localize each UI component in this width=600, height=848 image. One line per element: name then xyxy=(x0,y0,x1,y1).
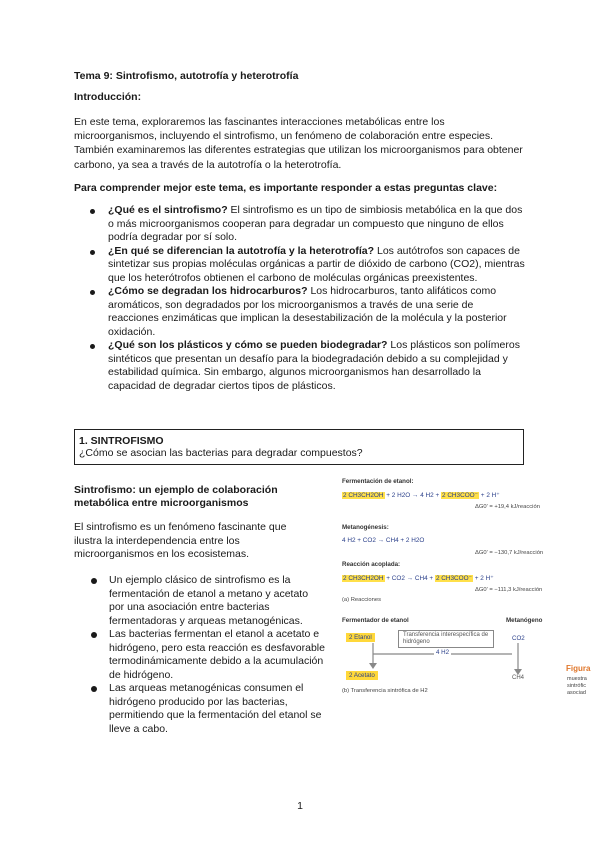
methanogenesis-label: Metanogénesis: xyxy=(342,524,389,531)
ethanol-box: 2 Etanol xyxy=(346,633,375,642)
subsection-heading: Sintrofismo: un ejemplo de colaboración metabólica entre microorganismos xyxy=(74,484,278,509)
section-subtitle: ¿Cómo se asocian las bacterias para degradar compuestos? xyxy=(79,447,363,459)
ch4-label: CH4 xyxy=(512,675,525,681)
intro-paragraph: En este tema, exploraremos las fascinantes interacciones metabólicas entre los microorganismos, incluyendo el sintrofismo, un fenómeno de colaboración entre especies. También examinaremos las diferentes estrategias que utilizan los microorganismos para obtener carbono, ya sea a través de la autotrofía o la heterotrofía. xyxy=(74,116,523,171)
question-text: ¿Cómo se degradan los hidrocarburos? xyxy=(108,285,308,297)
question-text: ¿Qué es el sintrofismo? xyxy=(108,204,228,216)
answer-text: El sintrofismo es un tipo de simbiosis metabólica en la que dos o más microorganismos cooperan para degradar un compuesto que ninguno de ellos podría degradar por sí solo. xyxy=(108,204,523,243)
figure-title-fragment: Figura xyxy=(566,664,591,673)
hydrogen-transfer-box: Transferencia interespecífica de hidrógeno xyxy=(398,630,494,648)
bullet-icon xyxy=(90,250,95,255)
question-item xyxy=(88,285,526,339)
question-item xyxy=(88,245,526,286)
subsection-paragraph: El sintrofismo es un fenómeno fascinante que ilustra la interdependencia entre los microorganismos en los ecosistemas. xyxy=(74,521,287,560)
list-item xyxy=(90,574,325,628)
document-title: Tema 9: Sintrofismo, autotrofía y heterotrofía xyxy=(74,70,299,82)
hydrogen-label: 4 H2 xyxy=(436,649,450,656)
ethanol-highlight: 2 CH3CH2OH xyxy=(343,492,384,499)
delta-g-coupled: ΔG0' = −111,3 kJ/reacción xyxy=(475,587,543,593)
bullet-icon xyxy=(90,344,95,349)
answer-text: Los hidrocarburos, tanto alifáticos como aromáticos, son degradados por los microorganismos a través de una serie de reacciones enzimáticas que implican la desestabilización de la molécula y la posterior oxidación. xyxy=(108,285,507,338)
list-item xyxy=(90,682,325,736)
acetate-highlight: 2 CH3COO⁻ xyxy=(441,492,479,499)
list-item-text: Las arqueas metanogénicas consumen el hidrógeno producido por las bacterias, permitiendo que la fermentación del etanol se lleve a cabo. xyxy=(109,682,322,735)
question-item xyxy=(88,339,526,393)
equation-part: + 2 H⁺ xyxy=(472,575,494,582)
caption-a: (a) Reacciones xyxy=(342,597,381,603)
figure-text-fragment: muestra sintrófic asociad xyxy=(567,676,587,696)
question-text: ¿Qué son los plásticos y cómo se pueden biodegradar? xyxy=(108,339,388,351)
bullet-icon xyxy=(91,632,97,638)
question-item xyxy=(88,204,526,245)
answer-text: Los autótrofos son capaces de sintetizar sus propias moléculas orgánicas a partir de dióxido de carbono (CO2), mientras que los heterótrofos obtienen el carbono de moléculas orgánicas preexistentes. xyxy=(108,244,525,284)
methanogenesis-equation: 4 H2 + CO2 → CH4 + 2 H2O xyxy=(342,537,425,544)
question-text: ¿En qué se diferencian la autotrofía y la heterotrofía? xyxy=(108,244,375,257)
coupled-reaction-label: Reacción acoplada: xyxy=(342,561,401,568)
ethanol-highlight: 2 CH3CH2OH xyxy=(343,575,384,582)
caption-b: (b) Transferencia sintrófica de H2 xyxy=(342,688,428,694)
bullet-icon xyxy=(91,578,97,584)
delta-g-methanogenesis: ΔG0' = −130,7 kJ/reacción xyxy=(475,550,544,556)
equation-part: + 2 H2O → 4 H2 + xyxy=(384,492,441,499)
co2-label: CO2 xyxy=(512,635,525,642)
list-item-text: Un ejemplo clásico de sintrofismo es la fermentación de etanol a metano y acetato por una asociación entre bacterias fermentadoras y arqueas metanogénicas. xyxy=(109,574,309,627)
delta-g-fermentation: ΔG0' = +19,4 kJ/reacción xyxy=(475,504,540,510)
section-box xyxy=(74,429,524,465)
methanogen-label: Metanógeno xyxy=(506,617,543,624)
acetate-highlight: 2 CH3COO⁻ xyxy=(435,575,472,582)
bullet-icon xyxy=(91,686,97,692)
bullet-list xyxy=(90,574,325,736)
equation-part: + 2 H⁺ xyxy=(479,492,500,499)
bullet-icon xyxy=(90,290,95,295)
ethanol-arrowhead xyxy=(369,663,377,669)
intro-heading: Introducción: xyxy=(74,91,142,103)
equation-part: + CO2 → CH4 + xyxy=(384,575,435,582)
bullet-icon xyxy=(90,209,95,214)
syntrophy-figure xyxy=(340,478,600,708)
figure-arrows xyxy=(340,478,600,708)
page-number: 1 xyxy=(297,800,303,812)
list-item-text: Las bacterias fermentan el etanol a acetato e hidrógeno, pero esta reacción es desfavorable termodinámicamente debido a la acumulación de hidrógeno. xyxy=(109,628,325,681)
fermentation-label: Fermentación de etanol: xyxy=(342,478,414,485)
questions-list xyxy=(88,204,526,393)
fermenter-label: Fermentador de etanol xyxy=(342,617,409,624)
questions-heading: Para comprender mejor este tema, es importante responder a estas preguntas clave: xyxy=(74,182,498,194)
acetate-box: 2 Acetato xyxy=(346,671,378,680)
answer-text: Los plásticos son polímeros sintéticos que presentan un desafío para la biodegradación debido a su complejidad y estabilidad química. Sin embargo, algunos microorganismos han desarrollado la capacidad de degradar ciertos tipos de plásticos. xyxy=(108,339,520,392)
section-title: 1. SINTROFISMO xyxy=(79,435,164,447)
list-item xyxy=(90,628,325,682)
